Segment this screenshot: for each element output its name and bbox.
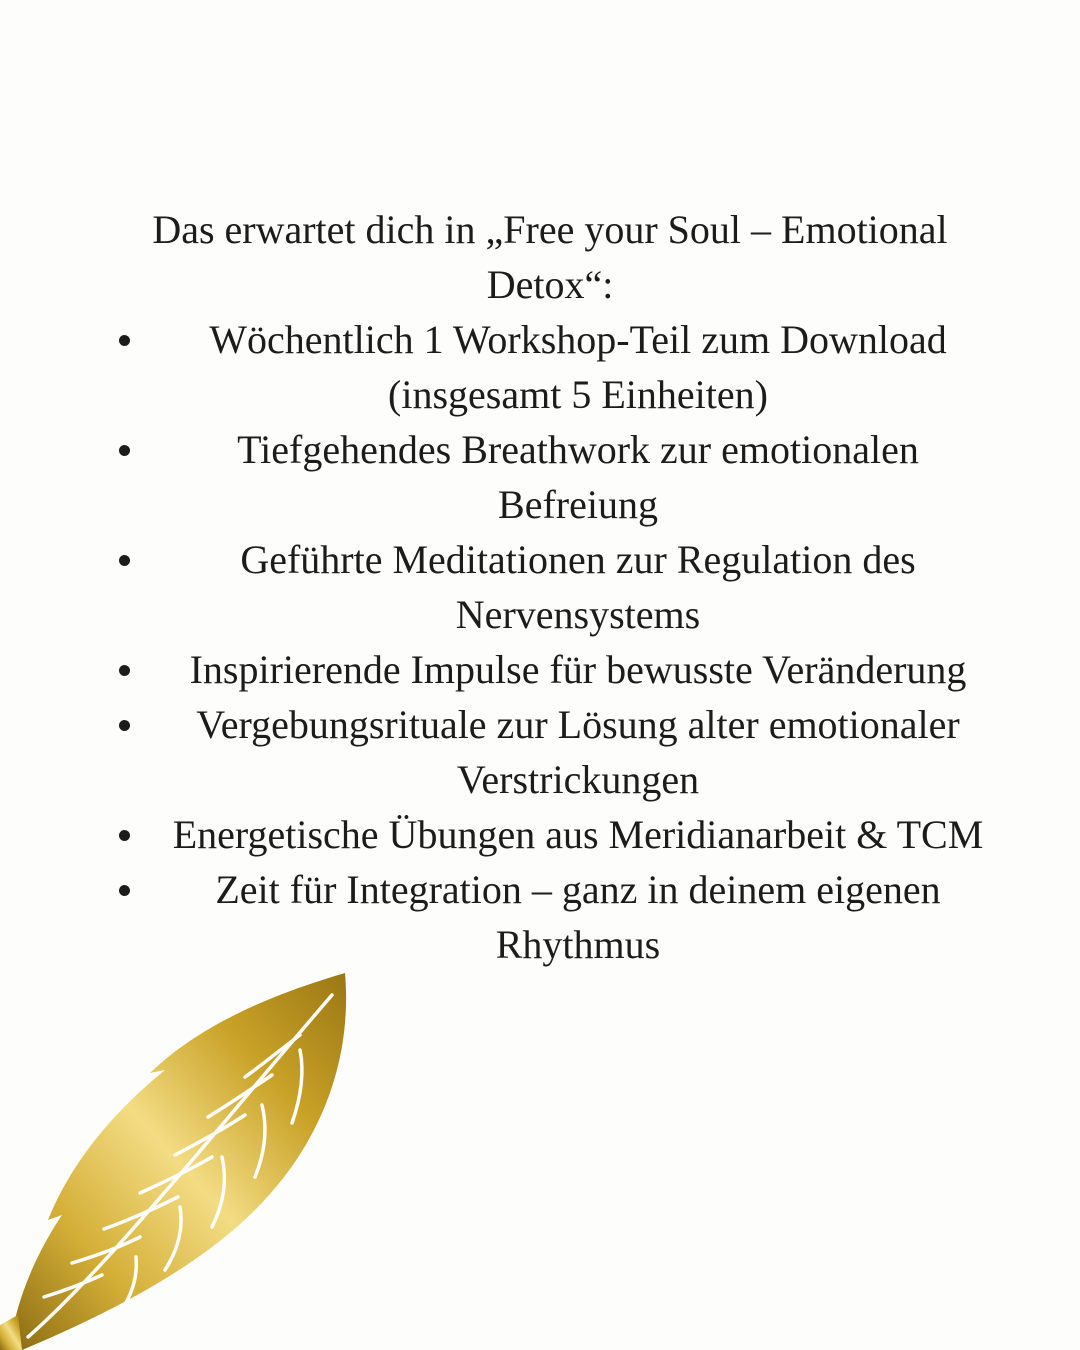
list-item: [110, 532, 990, 642]
bullet-icon: [119, 720, 130, 731]
list-item: [110, 312, 990, 422]
list-item: [110, 697, 990, 807]
content-block: [110, 202, 990, 972]
bullet-icon: [119, 445, 130, 456]
list-item-text: Wöchentlich 1 Workshop-Teil zum Download (insgesamt 5 Einheiten): [209, 317, 947, 417]
bullet-icon: [119, 555, 130, 566]
bullet-icon: [119, 335, 130, 346]
list-item-text: Energetische Übungen aus Meridianarbeit & TCM: [172, 812, 984, 857]
list-item: [110, 642, 990, 697]
list-item: [110, 862, 990, 972]
list-item: [110, 422, 990, 532]
list-item: [110, 807, 990, 862]
feature-list: [110, 312, 990, 972]
gold-feather-icon: [0, 965, 360, 1350]
list-item-text: Vergebungsrituale zur Lösung alter emotionaler Verstrickungen: [196, 702, 960, 802]
list-item-text: Zeit für Integration – ganz in deinem eigenen Rhythmus: [215, 867, 941, 967]
bullet-icon: [119, 665, 130, 676]
bullet-icon: [119, 885, 130, 896]
intro-heading: Das erwartet dich in „Free your Soul – Emotional Detox“:: [152, 207, 948, 307]
bullet-icon: [119, 830, 130, 841]
list-item-text: Inspirierende Impulse für bewusste Veränderung: [189, 647, 967, 692]
list-item-text: Tiefgehendes Breathwork zur emotionalen Befreiung: [237, 427, 919, 527]
list-item-text: Geführte Meditationen zur Regulation des Nervensystems: [240, 537, 916, 637]
